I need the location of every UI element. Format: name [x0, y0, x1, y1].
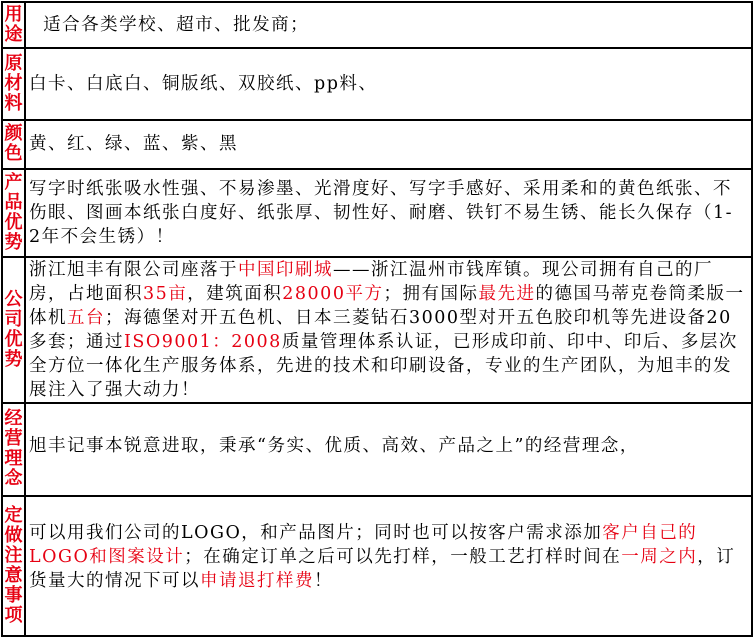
- row-text-company-advantage: 浙江旭丰有限公司座落于中国印刷城——浙江温州市钱库镇。现公司拥有自己的厂房，占地面积35亩，建筑面积28000平方；拥有国际最先进的德国马蒂克卷筒柔版一体机五台；海德堡对开五色机、日本三菱钻石3000型对开五色胶印机等先进设备20多套；通过ISO9001：2008质量管理体系认证，已形成印前、印中、印后、多层次全方位一体化生产服务体系，先进的技术和印刷设备，专业的生产团队，为旭丰的发展注入了强大动力！: [25, 257, 752, 403]
- table-row: [2, 120, 752, 168]
- row-label-business-philosophy: 经 营 理 念: [2, 403, 25, 495]
- row-label-company-advantage: 公 司 优 势: [2, 257, 25, 403]
- table-row: [2, 496, 752, 637]
- product-info-table: [1, 1, 753, 637]
- table-row: [2, 48, 752, 120]
- row-text-usage: 适合各类学校、超市、批发商；: [25, 2, 752, 48]
- row-label-usage: 用 途: [2, 2, 25, 48]
- table-row: [2, 2, 752, 48]
- table-row: [2, 169, 752, 257]
- row-text-business-philosophy: 旭丰记事本锐意进取，秉承“务实、优质、高效、产品之上”的经营理念，: [25, 403, 752, 495]
- row-text-color: 黄、红、绿、蓝、紫、黑: [25, 120, 752, 168]
- row-label-custom-notes: 定 做 注 意 事 项: [2, 496, 25, 637]
- row-label-product-advantage: 产 品 优 势: [2, 169, 25, 257]
- table-row: [2, 403, 752, 495]
- row-label-material: 原 材 料: [2, 48, 25, 120]
- row-text-product-advantage: 写字时纸张吸水性强、不易渗墨、光滑度好、写字手感好、采用柔和的黄色纸张、不伤眼、图画本纸张白度好、纸张厚、韧性好、耐磨、铁钉不易生锈、能长久保存（1-2年不会生锈）！: [25, 169, 752, 257]
- row-text-custom-notes: 可以用我们公司的LOGO，和产品图片；同时也可以按客户需求添加客户自己的LOGO和图案设计；在确定订单之后可以先打样，一般工艺打样时间在一周之内，订货量大的情况下可以申请退打样费！: [25, 496, 752, 637]
- table-row: [2, 257, 752, 403]
- row-label-color: 颜 色: [2, 120, 25, 168]
- row-text-material: 白卡、白底白、铜版纸、双胶纸、pp料、: [25, 48, 752, 120]
